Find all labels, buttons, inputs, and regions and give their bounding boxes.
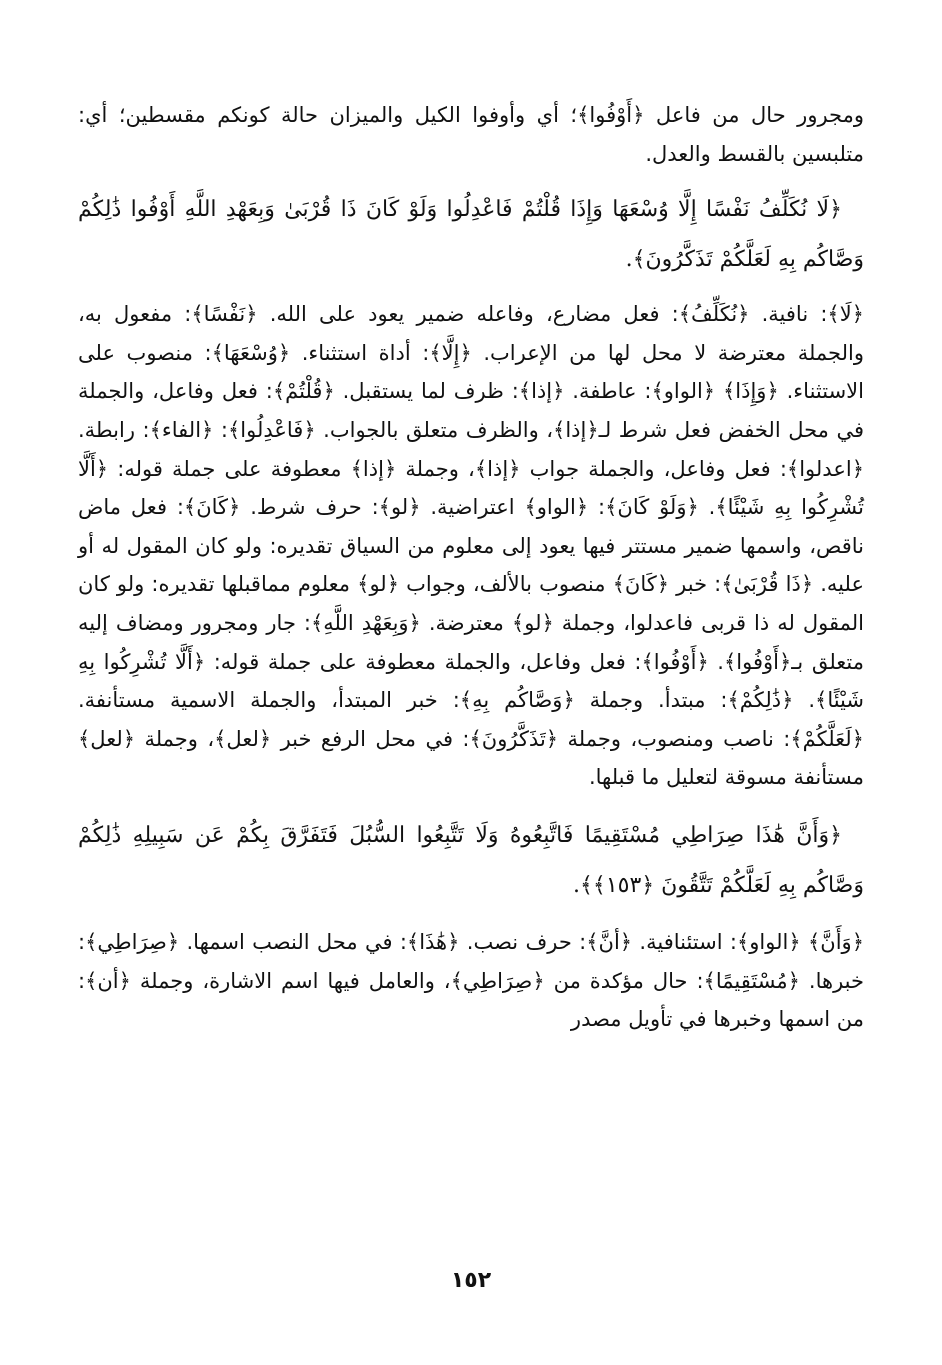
spacer (78, 285, 864, 295)
intro-paragraph: ومجرور حال من فاعل ﴿أَوْفُوا﴾؛ أي وأوفوا الكيل والميزان حالة كونكم مقسطين؛ أي: متلبسين بالقسط والعدل. (78, 103, 864, 166)
spacer (78, 797, 864, 811)
page-number: ١٥٢ (450, 1268, 492, 1293)
spacer (78, 173, 864, 185)
document-page (78, 96, 864, 1039)
grammar-analysis-152: ﴿لَا﴾: نافية. ﴿نُكَلِّفُ﴾: فعل مضارع، وفاعله ضمير يعود على الله. ﴿نَفْسًا﴾: مفعول به، والجملة معترضة لا محل لها من الإعراب. ﴿إِلَّا﴾: أداة استثناء. ﴿وُسْعَهَا﴾: منصوب على الاستثناء. ﴿وَإِذَا﴾ ﴿الواو﴾: عاطفة. ﴿إذا﴾: ظرف لما يستقبل. ﴿قُلْتُمْ﴾: فعل وفاعل، والجملة في محل الخفض فعل شرط لـ﴿إذا﴾، والظرف متعلق بالجواب. ﴿فَاعْدِلُوا﴾: ﴿الفاء﴾: رابطة. ﴿اعدلوا﴾: فعل وفاعل، والجملة جواب ﴿إذا﴾، وجملة ﴿إذا﴾ معطوفة على جملة قوله: ﴿أَلَّا تُشْرِكُوا بِهِ شَيْئًا﴾. ﴿وَلَوْ كَانَ﴾: ﴿الواو﴾ اعتراضية. ﴿لو﴾: حرف شرط. ﴿كَانَ﴾: فعل ماض ناقص، واسمها ضمير مستتر فيها يعود إلى معلوم من السياق تقديره: ولو كان المقول له أو عليه. ﴿ذَا قُرْبَىٰ﴾: خبر ﴿كَانَ﴾ منصوب بالألف، وجواب ﴿لو﴾ معلوم مماقبلها تقديره: ولو كان المقول له ذا قربى فاعدلوا، وجملة ﴿لو﴾ معترضة. ﴿وَبِعَهْدِ اللَّهِ﴾: جار ومجرور ومضاف إليه متعلق بـ﴿أَوْفُوا﴾. ﴿أَوْفُوا﴾: فعل وفاعل، والجملة معطوفة على جملة قوله: ﴿أَلَّا تُشْرِكُوا بِهِ شَيْئًا﴾. ﴿ذَٰلِكُمْ﴾: مبتدأ. وجملة ﴿وَصَّاكُم بِهِ﴾: خبر المبتدأ، والجملة الاسمية مستأنفة. ﴿لَعَلَّكُمْ﴾: ناصب ومنصوب، وجملة ﴿تَذَكَّرُونَ﴾: في محل الرفع خبر ﴿لعل﴾، وجملة ﴿لعل﴾ مستأنفة مسوقة لتعليل ما قبلها. (78, 302, 864, 790)
quran-verse-153: ﴿وَأَنَّ هَٰذَا صِرَاطِي مُسْتَقِيمًا فَاتَّبِعُوهُ وَلَا تَتَّبِعُوا السُّبُلَ فَتَفَرَّقَ بِكُمْ عَن سَبِيلِهِ ذَٰلِكُمْ وَصَّاكُم بِهِ لَعَلَّكُمْ تَتَّقُونَ ﴿١٥٣﴾﴾. (78, 822, 864, 898)
quran-verse-152: ﴿لَا نُكَلِّفُ نَفْسًا إِلَّا وُسْعَهَا وَإِذَا قُلْتُمْ فَاعْدِلُوا وَلَوْ كَانَ ذَا قُرْبَىٰ وَبِعَهْدِ اللَّهِ أَوْفُوا ذَٰلِكُمْ وَصَّاكُم بِهِ لَعَلَّكُمْ تَذَكَّرُونَ﴾. (78, 197, 864, 273)
spacer (78, 911, 864, 923)
grammar-analysis-153: ﴿وَأَنَّ﴾ ﴿الواو﴾: استئنافية. ﴿أنَّ﴾: حرف نصب. ﴿هَٰذَا﴾: في محل النصب اسمها. ﴿صِرَاطِي﴾: خبرها. ﴿مُسْتَقِيمًا﴾: حال مؤكدة من ﴿صِرَاطِي﴾، والعامل فيها اسم الاشارة، وجملة ﴿أن﴾: من اسمها وخبرها في تأويل مصدر (78, 929, 864, 1032)
